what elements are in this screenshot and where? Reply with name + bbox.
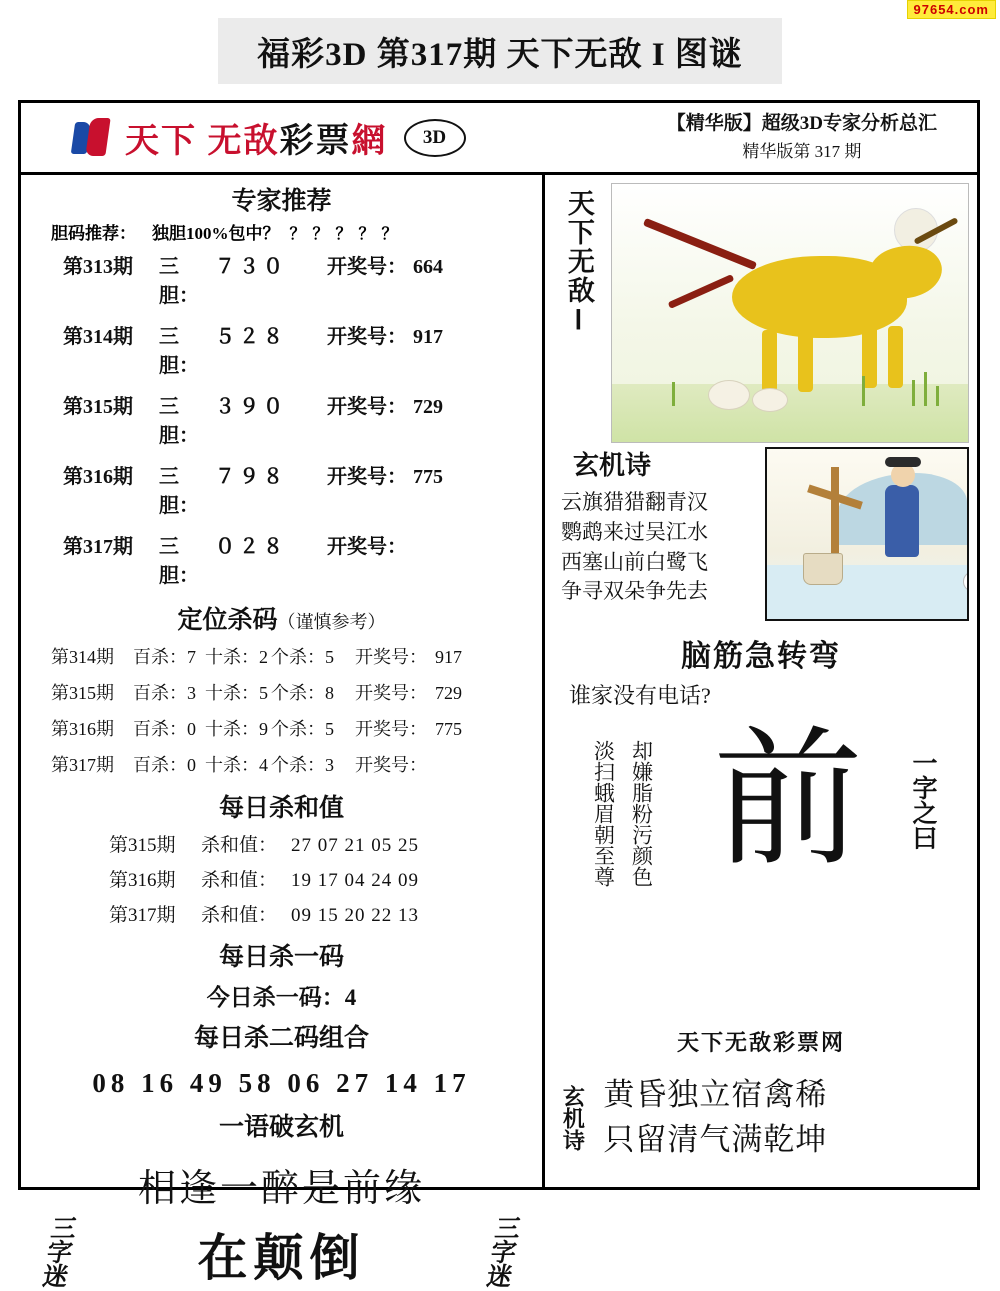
row-label: 三胆： (159, 326, 199, 377)
kill-row (21, 674, 542, 710)
site-name: 天下无敌彩票网 (676, 1030, 845, 1055)
brand-name-red2: 網 (351, 123, 388, 160)
table-row (21, 244, 542, 314)
hezhi-issue: 第315期 (109, 835, 176, 856)
poster-header (21, 103, 977, 175)
shayima-value: 4 (344, 985, 357, 1010)
ox-plowing-illustration (611, 183, 969, 443)
ox-leg-shape (798, 330, 813, 392)
kill-row (21, 638, 542, 674)
table-row (21, 384, 542, 454)
hezhi-section-title: 每日杀和值 (218, 795, 344, 822)
kill-shi: 十杀：4 (205, 755, 268, 775)
table-row (21, 454, 542, 524)
dingwei-title-text: 定位杀码 (177, 607, 278, 634)
kill-bai: 百杀：7 (133, 647, 196, 667)
poster (18, 100, 980, 1291)
shaerma-value: 08 16 49 58 06 27 14 17 (92, 1068, 471, 1098)
person-body-shape (885, 485, 919, 557)
row-kj-label: 开奖号： (327, 466, 407, 488)
shayima-label: 今日杀一码： (206, 985, 345, 1010)
kill-shi: 十杀：9 (205, 719, 268, 739)
row-nums: ３９０ (215, 396, 287, 418)
right-bottom (545, 1073, 977, 1163)
row-issue: 第315期 (63, 396, 133, 418)
kill-shi: 十杀：5 (205, 683, 268, 703)
right-middle (545, 443, 977, 621)
big-character: 前 (713, 718, 864, 884)
kill-ge: 个杀：5 (271, 719, 334, 739)
bottom-strip (21, 1218, 542, 1290)
badge-3d-icon: 3D (404, 119, 466, 157)
kill-ge: 个杀：5 (271, 647, 334, 667)
rock-shape (752, 388, 788, 412)
row-kj: 664 (413, 256, 443, 278)
vertical-poem-2: 却嫌脂粉污颜色 (629, 740, 654, 887)
kill-ge: 个杀：3 (271, 755, 334, 775)
water-shape (767, 565, 967, 619)
plow-shape-2 (668, 274, 735, 309)
hezhi-row (21, 826, 542, 861)
row-kj: 917 (413, 326, 443, 348)
kill-kj-label: 开奖号： (355, 755, 427, 775)
row-issue: 第317期 (63, 536, 133, 558)
hezhi-value: 09 15 20 22 13 (291, 905, 419, 926)
brand-logo (71, 113, 551, 162)
kill-bai: 百杀：0 (133, 719, 196, 739)
logo-mark-icon (71, 118, 117, 158)
table-row (21, 524, 542, 594)
left-column (21, 175, 545, 1291)
expert-section-title: 专家推荐 (231, 188, 332, 215)
dingwei-note: （谨慎参考） (277, 612, 386, 632)
kill-kj: 729 (435, 683, 462, 703)
hezhi-label: 杀和值： (201, 905, 278, 926)
hezhi-label: 杀和值： (201, 835, 278, 856)
shayima-title: 每日杀一码 (218, 944, 344, 971)
danma-marks: ？？？？？ (289, 226, 405, 243)
row-nums: ７９８ (215, 466, 287, 488)
kill-issue: 第314期 (51, 647, 114, 667)
vertical-label-yizizhiyue: 一字之曰 (909, 750, 936, 850)
kill-bai: 百杀：3 (133, 683, 196, 703)
bottom-word: 在颠倒 (197, 1230, 366, 1286)
right-top (545, 175, 977, 443)
hezhi-issue: 第316期 (109, 870, 176, 891)
page-title-bar (218, 18, 782, 84)
kill-kj-label: 开奖号： (355, 683, 427, 703)
header-right (667, 111, 937, 164)
danma-value: 独胆100%包中？ (152, 224, 280, 243)
brand-name-red: 天下 无敌 (125, 123, 280, 160)
xuanji-line: 西塞山前白鹭飞 (561, 549, 708, 574)
header-subtitle: 【精华版】超级3D专家分析总汇 (666, 113, 937, 135)
poster-body (21, 175, 977, 1291)
kill-issue: 第315期 (51, 683, 114, 703)
shaerma-title: 每日杀二码组合 (193, 1025, 369, 1052)
sanzimi-right-label: 三 字 迷 (484, 1216, 523, 1291)
hezhi-label: 杀和值： (201, 870, 278, 891)
kill-kj-label: 开奖号： (355, 647, 427, 667)
kill-shi: 十杀：2 (205, 647, 268, 667)
kill-kj: 775 (435, 719, 462, 739)
row-kj-label: 开奖号： (327, 256, 407, 278)
kill-kj-label: 开奖号： (355, 719, 427, 739)
yiyu-line: 相逢一醉是前缘 (137, 1168, 425, 1210)
sanzimi-left-label: 三 字 迷 (40, 1216, 79, 1291)
row-issue: 第314期 (63, 326, 133, 348)
row-nums: ５２８ (215, 326, 287, 348)
riddle-text: 谁家没有电话? (569, 683, 711, 708)
row-kj-label: 开奖号： (327, 326, 407, 348)
hezhi-issue: 第317期 (109, 905, 176, 926)
xuanji-line: 鹦鹉来过吴江水 (561, 519, 708, 544)
bottom-poem (603, 1073, 827, 1163)
brand-name-black: 彩票 (279, 123, 352, 160)
row-nums: ７３０ (215, 256, 287, 278)
ox-leg-shape (888, 326, 903, 388)
row-issue: 第313期 (63, 256, 133, 278)
row-kj-label: 开奖号： (327, 536, 407, 558)
hezhi-value: 19 17 04 24 09 (291, 870, 419, 891)
naojin-title: 脑筋急转弯 (681, 640, 841, 673)
hezhi-row (21, 896, 542, 931)
xuanji-line: 争寻双朵争先去 (561, 579, 708, 604)
vertical-poem-1: 淡扫蛾眉朝至尊 (591, 740, 616, 887)
row-label: 三胆： (159, 466, 199, 517)
row-label: 三胆： (159, 536, 199, 587)
xuanji-title: 玄机诗 (573, 451, 652, 480)
danma-line (21, 219, 542, 244)
danma-label: 胆码推荐： (51, 224, 136, 243)
xuanji-block (545, 443, 761, 621)
pole-shape (831, 467, 839, 563)
shayima-line (21, 979, 542, 1012)
person-hat-shape (885, 457, 921, 467)
xuanji-line: 云旗猎猎翻青汉 (561, 490, 708, 514)
plow-shape (643, 218, 757, 270)
vertical-title: 天下无敌Ⅰ (563, 189, 594, 338)
row-nums: ０２８ (215, 536, 287, 558)
xuanji-tag: 玄机诗 (560, 1084, 586, 1151)
dingwei-section-title (21, 600, 542, 636)
row-kj: 729 (413, 396, 443, 418)
brand-name (125, 113, 388, 162)
ox-leg-shape (762, 330, 777, 392)
kill-row (21, 710, 542, 746)
kill-row (21, 746, 542, 782)
right-column (545, 175, 977, 1187)
page-title: 福彩3D 第317期 天下无敌 I 图谜 (257, 36, 743, 73)
hezhi-row (21, 861, 542, 896)
middle-art-block (545, 718, 977, 1032)
kill-bai: 百杀：0 (133, 755, 196, 775)
bottom-poem-line: 黄昏独立宿禽稀 (603, 1077, 828, 1112)
rock-shape (708, 380, 750, 410)
watermark: 97654.com (907, 0, 997, 19)
row-label: 三胆： (159, 256, 199, 307)
kill-ge: 个杀：8 (271, 683, 334, 703)
row-kj: 775 (413, 466, 443, 488)
row-issue: 第316期 (63, 466, 133, 488)
row-kj-label: 开奖号： (327, 396, 407, 418)
header-issue: 精华版第 317 期 (742, 141, 862, 161)
row-label: 三胆： (159, 396, 199, 447)
hezhi-value: 27 07 21 05 25 (291, 835, 419, 856)
bottom-poem-line: 只留清气满乾坤 (603, 1121, 828, 1157)
kill-issue: 第317期 (51, 755, 114, 775)
kill-issue: 第316期 (51, 719, 114, 739)
kill-kj: 917 (435, 647, 462, 667)
vertical-title-wrap (545, 175, 611, 443)
yiyu-title: 一语破玄机 (218, 1114, 344, 1141)
mortar-shape (803, 553, 843, 585)
pounding-mortar-illustration (765, 447, 969, 621)
table-row (21, 314, 542, 384)
